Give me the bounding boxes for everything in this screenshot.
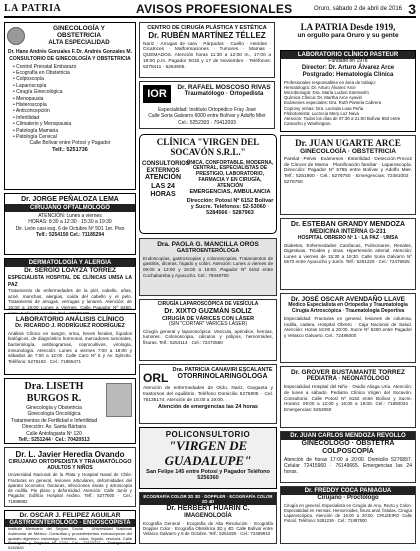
ad-line: Fundado en 1978 (328, 58, 368, 64)
ad-bustamante (280, 366, 416, 428)
list-item: • Control Prenatal Embarazo (13, 64, 132, 70)
ad-line: LAS 24 HORAS (150, 182, 176, 198)
doctor-name: Dr. OSCAR J. FELIPEZ AGUILAR (19, 512, 121, 519)
clinic-title (140, 137, 276, 158)
doctor-name: Dr. RUBÉN MARTÍNEZ TÉLLEZ (148, 31, 266, 41)
ad-specialty: OTORRINOLARINGÓLOGA (177, 373, 268, 381)
ad-body: Atención de enfermedades de Oído, Nariz, Garganta y trastornos del equilibrio. Teléfono Domicilio 5276905 · Cel. 76135174. Atención de 15:00 a 19:00. (143, 386, 273, 403)
ad-ugarte (280, 135, 416, 215)
ad-penaloza (4, 193, 136, 255)
ad-policonsultorio (139, 427, 277, 489)
list-item: • Patología Mamaria (13, 128, 132, 134)
list-item: • Ecografía en Obstetricia (13, 70, 132, 76)
ad-specialty: MEDICINA INTERNA G-231 (310, 229, 386, 236)
doctor-name: Dr. L. Javier Heredia Ovando (15, 450, 125, 459)
banner-line: LA PATRIA Desde 1919, (300, 22, 396, 32)
ad-cirugia-plastica (139, 22, 275, 78)
ad-body: Especialidad Hospital del Niño · Ovidio Aliaga Uría. Atención: de lunes a sábado. Pediatra Clínica Virgen del Socavón. Consultorio: Calle Potosí Nº 6152 entre Bolívar y Sucre. Horario: 09:00 a 12:00 y 16:00 a 19:00. Cel.: 71850034 · Emergencias: 5253060 (284, 384, 412, 412)
ad-body: Universidad Nacional de la Plata y Hospital Naval de Chile. Fracturas en general, lesiones articulares, deformidades del aparato locomotor, fracturas, infecciones óseas y artroscopía de rodilla. Pie plano y deformidad. Atención: Calle Junín y Pagador, Edificio Hospital Andino. Telf.: 5277000 · Cel.: 71888882 (8, 472, 132, 504)
ad-ior (139, 81, 275, 129)
logo-icon (7, 27, 25, 45)
ad-paniagua (280, 486, 416, 544)
ad-body: Instituto Mexicano del Seguro Social · Universidad Nacional Autónoma de México. Consultas y procedimientos endoscópicos del aparato digestivo: estomago, intestino, colon, hígado, vesícula. Calle Rodríguez y Pagador Nº 1234. Cel.: 72473777 · Emergencias: 5262826 (8, 526, 132, 550)
ad-specialty: GINECOLOGÍA · OBSTETRICIA (300, 148, 396, 156)
doctor-name: Dr. SERGIO LOAYZA TORREZ (24, 267, 116, 274)
ad-line: Especialidad: Instituto Ortopédico Fray José (158, 107, 256, 113)
ad-specialty: PEDIATRA · NEONATÓLOGO (306, 376, 390, 383)
list-item: • Laparoscopía (13, 83, 132, 89)
doctor-name: Dr. RICARDO J. RODRÍGUEZ RODRÍGUEZ (15, 323, 125, 330)
ad-line: Calle Antofagasta Nº 120 (26, 430, 82, 437)
ad-line: ATENCIÓN: Lunes a viernes (38, 213, 102, 220)
clinic-name: GUADALUPE" (164, 453, 252, 469)
list-item: • Cirugía Ginecológica (13, 89, 132, 95)
ad-line: Dirección: Av. Santa Bárbara (22, 424, 86, 431)
ad-title: CENTRO DE CIRUGÍA PLÁSTICA Y ESTÉTICA (147, 25, 267, 31)
clinic-name: CLÍNICA "VIRGEN DEL SOCAVÓN S.R.L." (156, 137, 260, 158)
ad-subtitle: ADULTOS Y NIÑOS (47, 464, 93, 471)
specialty-bar: GASTROENTERÓLOGO · ENDOSCOPISTA (5, 519, 135, 527)
ad-specialty: CIRUJANO ORTOPEDISTA Y TRAUMATÓLOGO (8, 459, 132, 466)
list-item: • Colposcopía (13, 76, 132, 82)
doctor-name: Dr. Andrés Gonzales M. (76, 48, 132, 55)
ad-subtitle: HOSPITAL OBRERO Nº 1 · LA PAZ · UMSA (297, 234, 399, 241)
ad-body: Atención de horas 17:00 a 20:00. Domicilio 5276897. Celular 72415960 · 76149665. Emergencias las 24 horas. (284, 457, 412, 476)
ad-mancilla (139, 238, 277, 296)
ad-line: Cel.: 5252303 · 70412093 (178, 119, 236, 126)
ad-subtitle: CONSULTORIO DE GINECOLOGÍA Y OBSTETRICIA (9, 55, 131, 62)
ad-avendano (280, 293, 416, 363)
doctor-name: Dr. JUAN UGARTE ARCE (295, 138, 401, 148)
newspaper-name: LA PATRIA (4, 3, 62, 14)
ad-address: San Felipe 145 entre Potosí y Pagador Teléfono 5256360 (146, 469, 270, 482)
ad-line: Ginecología y Obstetricia (26, 405, 82, 411)
ad-line: Química Clínica: Dr. Martha Arce Ayaviri (284, 95, 362, 101)
list-item: • Histeroscopía (13, 102, 132, 108)
doctor-name: Dra. PAOLA G. MANCILLA OROS (157, 241, 259, 248)
ad-phone: Telf.: 5251244 · Cel.: 70420513 (18, 437, 90, 444)
ad-line: EXTERNOS (146, 167, 180, 174)
la-patria-banner (280, 22, 416, 48)
ad-ginecologia-alta (4, 22, 136, 190)
ad-body: Tratamiento de enfermedades de la piel, cabello, uñas, acné, manchas, alergias, caída del cabello y el pelo. Tratamiento de arrugas, verrugas y lunares. Atención: de 15:00 a 19:00 Lunes a Viernes. Calle Pagador Nº 6250, (8, 288, 132, 311)
specialty-bar: LABORATORIO CLÍNICO PASTEUR (281, 51, 415, 59)
ad-phone: Telf.: 5251736 (52, 147, 88, 154)
ad-line: Profesionales responsables en área de trabajo: (284, 79, 377, 85)
ad-body: Análisis Clínico en sangre, orina, heces fecales, líquidos biológicos, de diagnóstico hormonal, marcadores tumorales, bacteriología, antibiogramas, coprocultivos, virología, inmunología. Atención: Lunes a viernes 7:00 a 18:00 y sábados de 7:00 a 12:00. Calle Caro Nº 5 y Av. Ejército. Teléfono: 5276163 · Cel.: 71865471 (8, 330, 132, 364)
ad-burgos (4, 378, 136, 444)
services-list (5, 63, 135, 142)
ad-specialty: CIRUGÍA DE VÁRICES CON LÁSER (161, 315, 255, 322)
doctor-name: Dr. Hans Andrés Gonzales F. (8, 48, 76, 55)
doctor-name: Dr. JOSÉ OSCAR AVENDAÑO LLAVE (290, 296, 405, 303)
ad-specialty: GASTROENTERÓLOGA (176, 248, 240, 255)
ad-body: Diabetes, Enfermedades Cardíacas, Pulmonares, Renales, Digestivas, Tiroides y otras. Hipertensión arterial. Atención: Lunes a viernes de 15:30 a 19:30. Calle Soria Galvarro Nº 5570 entre Ayacucho y Junín. Telf.: 5261225 · Cel.: 72478825 (284, 242, 412, 265)
doctor-name: Dr. GROVER BUSTAMANTE TORREZ (291, 369, 405, 376)
ad-subtitle: Cirugía Artroscópica · Traumatología Deportiva (291, 308, 405, 315)
ad-address: Dirección: Potosí Nº 6152 Bolívar y Sucre. Teléfonos: 52-53060 · 5284566 · 5287963 (186, 197, 274, 217)
doctor-name: Dr. HERBERT HUARIN C. (166, 505, 250, 512)
ad-body: Cirugía general y laparoscópica: Vesícula, apéndice, hernias, tumores. Colonoscopia, cálculos y pólipos, hemorroides, fisuras. Telf.: 5254114 · Cel.: 72473580 (143, 328, 273, 346)
ad-line: Postgrado: Hematología Clínica (302, 71, 394, 78)
ad-grandy (280, 218, 416, 290)
banner-line: un orgullo para Oruro y su gente (297, 32, 399, 40)
issue-date: Oruro, sábado 2 de abril de 2016 (313, 6, 402, 12)
ad-line: Coprosy orinas: Dra. Lucinda Lusa Peña (284, 105, 364, 111)
specialty-bar: CIRUJANO OFTALMÓLOGO (5, 204, 135, 212)
doctor-name: Dr. ESTEBAN GRANDY MENDOZA (290, 221, 406, 228)
ad-line: Hematología: Dr. Arturo Álvarez Arce (284, 84, 356, 90)
ad-subtitle: (SIN "CORTAR" VARICES LÁSER) (168, 321, 247, 328)
list-item: • Anticoncepción (13, 108, 132, 114)
ad-specialty: IMAGENOLOGÍA (184, 513, 232, 520)
ad-line: Ginecología Oncológica (27, 411, 81, 418)
list-item: • Climaterio y Menopausia (13, 121, 132, 127)
ad-line: EMERGENCIAS, AMBULANCIA (189, 189, 271, 196)
ad-line: Dir. León casi esq. 6 de Octubre Nº 501 1er. Piso (15, 225, 125, 232)
orl-logo (143, 371, 167, 385)
ad-address: Calle Bolívar entre Potosí y Pagador (29, 140, 111, 147)
ad-title: POLICONSULTORIO (165, 430, 251, 439)
page-header (4, 2, 416, 18)
ad-phone: Telf.: 5254150 Cel.: 71185294 (35, 232, 104, 239)
page-number: 3 (408, 1, 416, 17)
list-item: • Menopausia (13, 96, 132, 102)
ad-body: Especialidad: Fracturas en general, lesiones de columna, rodilla, cadera. Hospital Obrero · Caja Nacional de Salud. Atención: Horas 16:00 a 20:00. Sucre Nº 5200 entre Pagador y Velasco Galvarro. Cel.: 72486000 (284, 315, 412, 338)
ior-logo (143, 85, 171, 103)
ad-specialty: COLPOSCOPÍA (322, 448, 374, 456)
ad-line: CONSULTORIOS (142, 160, 190, 167)
ad-body: Parelat · Pelvis · Exámenes · Esterilidad · Detección Precoz de Cáncer de Mama · Planificación familiar · Laparoscopía. Dirección: Pagador Nº 5765 entre Bolívar y Adolfo Mier. Telf.: 5251800 · Cel.: 5276750 · Emergencias: 72481002 · 5276750 (284, 156, 412, 185)
list-item: • Infertilidad (13, 115, 132, 121)
ad-line: Exámenes especiales: Dra. Ruth Pamela Cabrera (284, 100, 382, 106)
ad-specialty: Médico Especialista en Ortopedia y Traumatología (288, 302, 408, 309)
ad-guzman (139, 299, 277, 361)
list-item: • Patología Cervical (13, 134, 132, 140)
ad-body: Ecografía General · Ecografía de Alta Resolución · Ecografía Doppler Color · Ecografía Obstétrica 3D y 4D. Calle Bolívar entre Velasco Galvarro y 6 de Octubre. Telf.: 5251825 · Cel.: 72469910 (143, 520, 273, 537)
ad-specialty: GINECÓLOGO · OBSTETRA (301, 440, 395, 447)
ad-line: Flebotomista: Lucrecia Mery Luz Nava (284, 110, 359, 116)
ad-laboratorio-analisis (4, 313, 136, 375)
ad-canaviri (139, 364, 277, 424)
doctor-name: Dr. RAFAEL MOSCOSO RIVAS (177, 84, 271, 91)
ad-line: Atención: Todos los días de 07:30 a 21:00 Bolívar 853 entre Camacho y Washington. (284, 115, 401, 127)
doctor-name: Dra. LISETH BURGOS R. (24, 381, 84, 404)
specialty-bar: ECOGRAFÍA COLOR 2D 3D · DOPPLER · ECOGRAFÍA COLOR 2D 4D (140, 493, 276, 505)
doctor-photo (106, 383, 132, 417)
specialty-bar: Dr. FREDDY COCA PANIAGUA (281, 487, 415, 495)
ad-mendoza (280, 431, 416, 483)
ad-title-line: GINECOLOGÍA Y (52, 25, 105, 32)
ad-title-line: ALTA ESPECIALIDAD (48, 39, 110, 46)
logo-text: IOR (147, 88, 167, 100)
specialty-bar: Dr. JUAN CARLOS MENDOZA REVOLLO (281, 432, 415, 440)
logo-text: ORL (143, 371, 169, 385)
ad-body: Cirugía en general. Especialista en Cirugía de Ano, Recto y Colon. Especialidad en Hernias. Hemorroides, fisura anal, fistulas. Cirugía Laparoscópica. Atención de 15:00 a 20:00. CRUZEIRO Calle Potosí. Teléfono: 5281236 · Cel.: 72487600 (284, 502, 412, 524)
ad-line: Calle Soria Galvarro 6000 entre Bolívar y Adolfo Mier (148, 113, 266, 120)
ad-footer: Atención de emergencias las 24 horas (158, 404, 258, 411)
ad-body: Endoscopías, gastroscopias y colonoscopías. Tratamientos de gastritis, úlceras, hígado y colón. Atención: Lunes a viernes de 09:00 a 13:00 y 15:00 a 19:00. Pagador Nº 6152 entre Cochabamba y Ayacucho. Cel.: 79449700 (143, 255, 273, 278)
ad-line: Director: Dr. Arturo Álvarez Arce (301, 64, 395, 71)
ad-body: ÚNICA, CONFORTABLE, MODERNA, CENTRAL, ESPECIALISTAS DE PRESTIGIO, LABORATORIO, FARMACIA Y EN CIRUGÍA, ATENCIÓN (186, 159, 274, 189)
ad-heredia (4, 447, 136, 507)
ad-line: ESPECIALISTA HOSPITAL DE CLÍNICAS UMSA LA PAZ (8, 275, 132, 288)
ad-laboratorio-pasteur (280, 50, 416, 132)
doctor-name: Dra. PATRICIA CANAVIRI ESCALANTE (172, 367, 273, 373)
ad-line: Tratamientos de Fertilidad e Infertilidad (10, 417, 98, 424)
ad-title: CIRUGÍA LAPAROSCÓPICA DE VESÍCULA (157, 301, 259, 307)
ad-line: ATENCIÓN (144, 174, 182, 182)
ad-line: Microbiología: Dra. María Ludosi Sanmartín (284, 89, 369, 95)
section-title: AVISOS PROFESIONALES (136, 2, 293, 16)
ad-felipez (4, 510, 136, 550)
ad-imagenologia (139, 492, 277, 544)
ad-title-line: OBSTETRICIA (56, 32, 102, 40)
clinic-name: "VIRGEN DE (168, 438, 248, 454)
ad-line: HORAS: 8:30 a 12:30 · 15:30 a 19:30 (28, 219, 112, 226)
ad-specialty: Cirujano · Proctólogo (317, 495, 379, 501)
ad-specialty: Traumatólogo · Ortopedista (184, 91, 264, 98)
doctor-name: Dr. XIXTO GUZMÁN SOLIZ (164, 307, 252, 315)
ad-clinica-socavon (139, 134, 277, 234)
specialty-bar: DERMATOLOGÍA Y ALERGIA (5, 259, 135, 267)
doctor-name: Dr. JORGE PEÑALOZA LEMA (21, 196, 119, 203)
ad-title: LABORATORIO ANÁLISIS CLÍNICO (15, 316, 125, 323)
ad-dermatologia (4, 258, 136, 310)
ad-body: Nariz · Arrugas de cara · Párpados · Cuello · Heridas · Cicatrices · Malformaciones · Tumores · Mamas · QUEMADOS. Atención horas 11:30 a 12:00 m., 17:00 a 19:00 p.m. Pagador 5015 y 17 de Noviembre · Teléfonos: 5278411 · 5264605. (143, 41, 271, 70)
